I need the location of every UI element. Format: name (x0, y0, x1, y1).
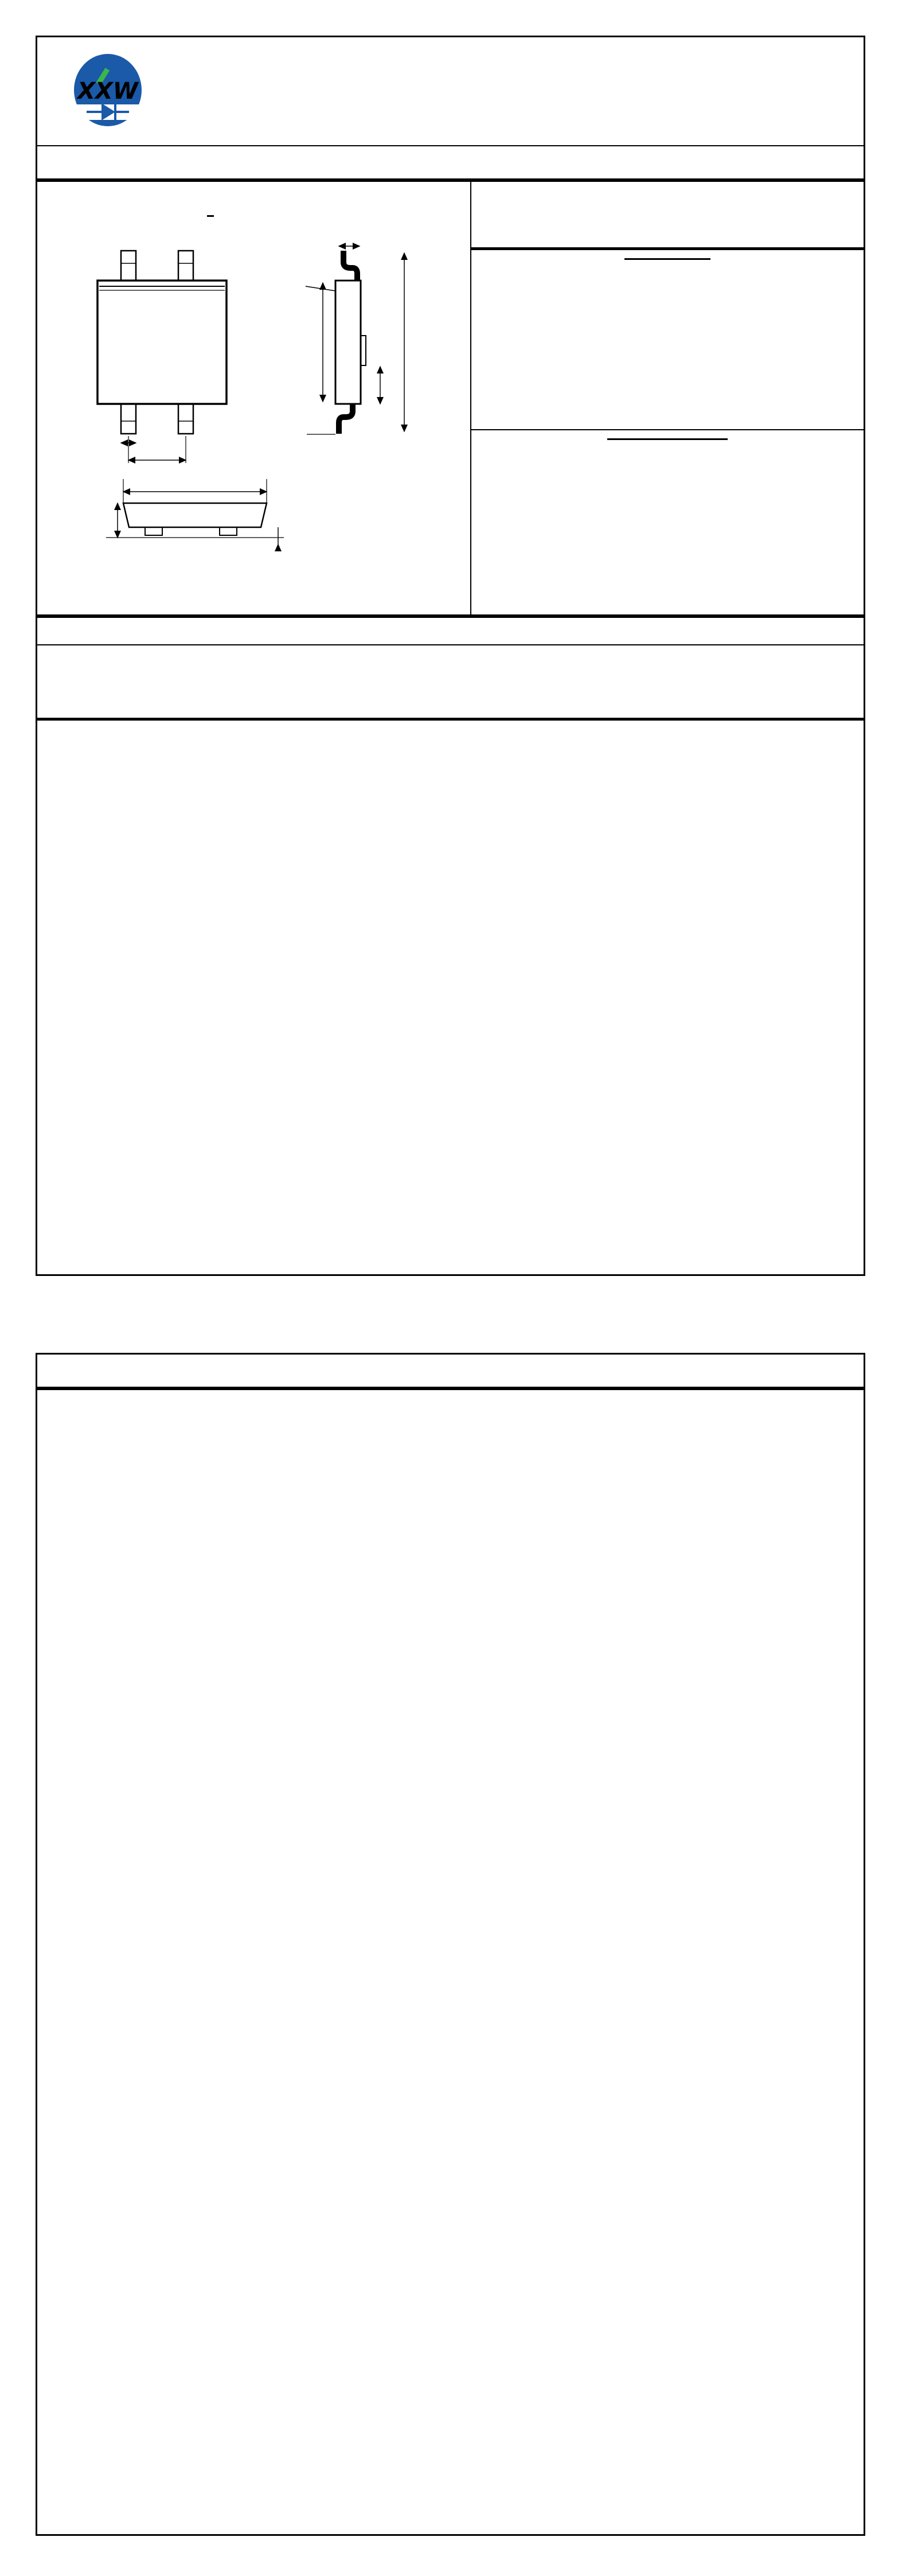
ratings-intro (37, 645, 864, 721)
figure-3 (49, 1469, 451, 1472)
page-header (37, 37, 864, 146)
company-logo-icon (65, 48, 151, 134)
figure-5 (49, 1480, 451, 1482)
notes-section (37, 721, 864, 1274)
ratings-summary (471, 182, 864, 250)
datasheet-page-2 (36, 1353, 865, 2536)
package-drawing (37, 182, 471, 614)
ratings-section-title (37, 618, 864, 645)
document-subtitle (37, 146, 864, 182)
figure-2 (451, 1459, 853, 1461)
document-subtitle (37, 1355, 864, 1390)
mechanical-data-section (471, 430, 864, 614)
figure-1 (49, 1459, 451, 1461)
features-section (471, 250, 864, 430)
datasheet-page-1 (36, 36, 865, 1276)
svg-text:XXW: XXW (77, 78, 138, 104)
company-logo (65, 48, 159, 134)
features-heading (471, 258, 864, 260)
mechanical-data-heading (471, 438, 864, 440)
figure-4 (451, 1469, 853, 1472)
characteristic-curves-heading (37, 1390, 864, 1459)
